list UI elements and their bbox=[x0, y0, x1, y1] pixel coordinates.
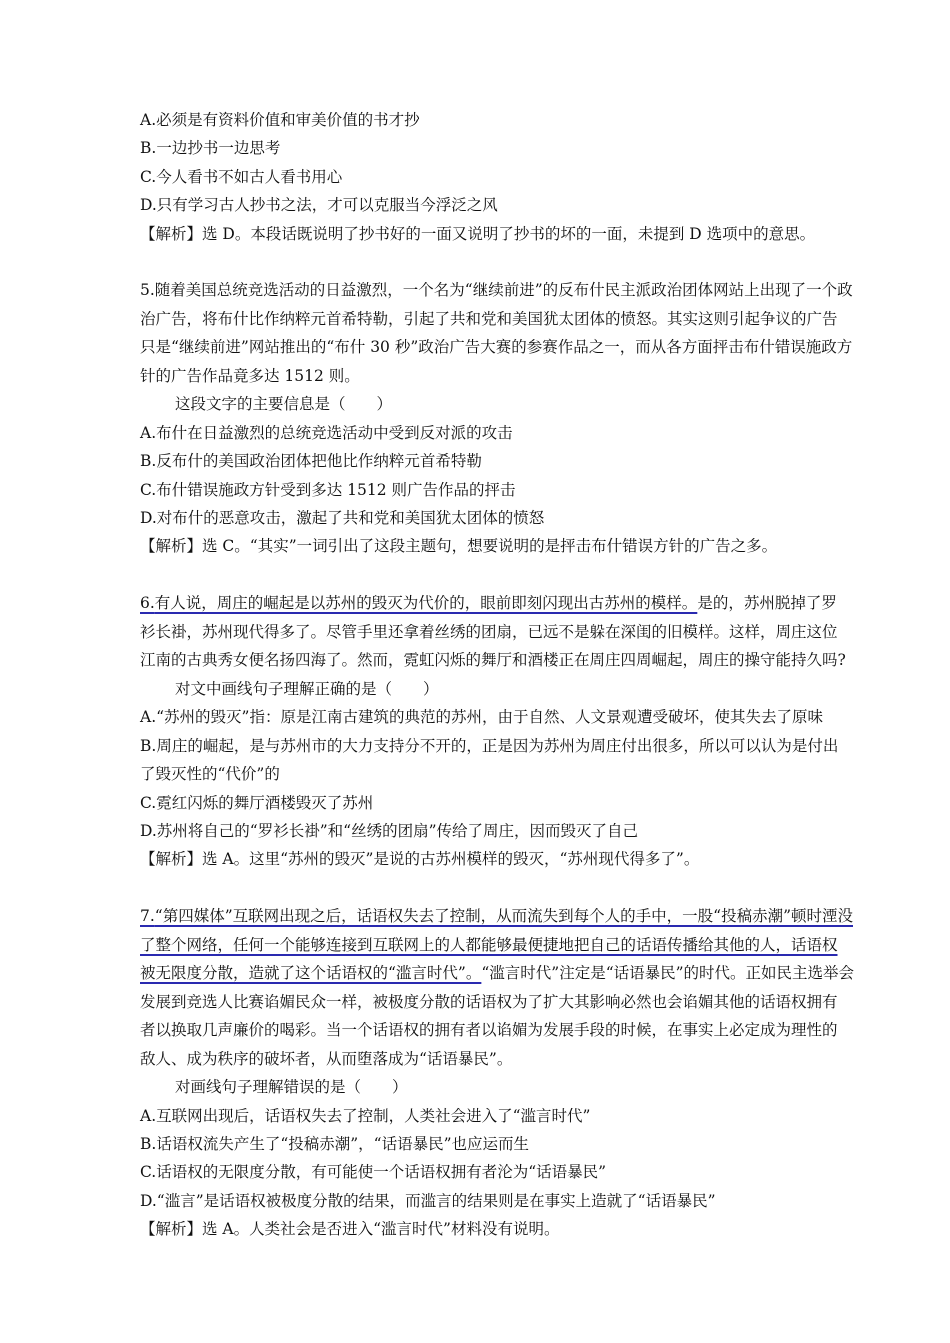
q6-passage-line-1 bbox=[140, 589, 837, 617]
q5-option-a: A.布什在日益激烈的总统竞选活动中受到反对派的攻击 bbox=[140, 424, 513, 442]
q4-option-b: B.一边抄书一边思考 bbox=[140, 139, 281, 157]
q5-option-c: C.布什错误施政方针受到多达 1512 则广告作品的抨击 bbox=[140, 481, 516, 499]
q5-option-d: D.对布什的恶意攻击，激起了共和党和美国犹太团体的愤怒 bbox=[140, 509, 545, 527]
q4-option-c: C.今人看书不如古人看书用心 bbox=[140, 168, 343, 186]
q6-line1-rest: 是的，苏州脱掉了罗 bbox=[697, 594, 837, 612]
q6-option-b: B.周庄的崛起，是与苏州市的大力支持分不开的，正是因为苏州为周庄付出很多，所以可以认为是付出 bbox=[140, 737, 839, 755]
q6-analysis: 【解析】选 A。这里“苏州的毁灭”是说的古苏州模样的毁灭，“苏州现代得多了”。 bbox=[140, 850, 700, 868]
q7-passage-line-3 bbox=[140, 959, 855, 987]
q7-option-c: C.话语权的无限度分散，有可能使一个话语权拥有者沦为“话语暴民” bbox=[140, 1163, 607, 1181]
q7-number: 7. bbox=[140, 907, 155, 925]
q7-passage-line-5: 者以换取几声廉价的喝彩。当一个话语权的拥有者以谄媚为发展手段的时候，在事实上必定成为理性的 bbox=[140, 1021, 838, 1039]
q7-passage-line-4: 发展到竞选人比赛谄媚民众一样，被极度分散的话语权为了扩大其影响必然也会谄媚其他的话语权拥有 bbox=[140, 993, 838, 1011]
q5-analysis: 【解析】选 C。“其实”一词引出了这段主题句，想要说明的是抨击布什错误方针的广告之多。 bbox=[140, 537, 778, 555]
q4-analysis: 【解析】选 D。本段话既说明了抄书好的一面又说明了抄书的坏的一面，未提到 D 选项中的意思。 bbox=[140, 225, 816, 243]
q6-question: 对文中画线句子理解正确的是（ ） bbox=[175, 680, 439, 698]
q6-underlined-sentence: 有人说，周庄的崛起是以苏州的毁灭为代价的，眼前即刻闪现出古苏州的模样。 bbox=[154, 594, 698, 612]
q7-question: 对画线句子理解错误的是（ ） bbox=[175, 1078, 408, 1096]
q7-option-b: B.话语权流失产生了“投稿赤潮”，“话语暴民”也应运而生 bbox=[140, 1135, 530, 1153]
q7-analysis: 【解析】选 A。人类社会是否进入“滥言时代”材料没有说明。 bbox=[140, 1220, 560, 1238]
q5-passage-line-3: 只是“继续前进”网站推出的“布什 30 秒”政治广告大赛的参赛作品之一，而从各方面抨击布什错误施政方 bbox=[140, 338, 853, 356]
q4-option-d: D.只有学习古人抄书之法，才可以克服当今浮泛之风 bbox=[140, 196, 498, 214]
q6-number: 6. bbox=[140, 594, 155, 612]
q7-underlined-line-2: 了整个网络，任何一个能够连接到互联网上的人都能够最便捷地把自己的话语传播给其他的人，话语权 bbox=[140, 936, 838, 954]
q7-passage-line-2 bbox=[140, 931, 838, 959]
q7-underlined-line-3: 被无限度分散，造就了这个话语权的“滥言时代”。 bbox=[140, 964, 482, 982]
q5-passage-line-2: 治广告，将布什比作纳粹元首希特勒，引起了共和党和美国犹太团体的愤怒。其实这则引起争议的广告 bbox=[140, 310, 838, 328]
q4-option-a: A.必须是有资料价值和审美价值的书才抄 bbox=[140, 111, 420, 129]
q7-line3-rest: “滥言时代”注定是“话语暴民”的时代。正如民主选举会 bbox=[481, 964, 855, 982]
q5-passage-line-4: 针的广告作品竟多达 1512 则。 bbox=[140, 367, 360, 385]
q6-option-a: A.“苏州的毁灭”指：原是江南古建筑的典范的苏州，由于自然、人文景观遭受破坏，使其失去了原味 bbox=[140, 708, 823, 726]
q6-passage-line-2: 衫长褂，苏州现代得多了。尽管手里还拿着丝绣的团扇，已远不是躲在深闺的旧模样。这样，周庄这位 bbox=[140, 623, 838, 641]
q5-passage-line-1: 5.随着美国总统竞选活动的日益激烈，一个名为“继续前进”的反布什民主派政治团体网站上出现了一个政 bbox=[140, 281, 853, 299]
q5-question: 这段文字的主要信息是（ ） bbox=[175, 395, 393, 413]
q7-passage-line-1 bbox=[140, 902, 853, 930]
q6-passage-line-3: 江南的古典秀女便名扬四海了。然而，霓虹闪烁的舞厅和酒楼正在周庄四周崛起，周庄的操守能持久吗? bbox=[140, 651, 846, 669]
q6-option-c: C.霓红闪烁的舞厅酒楼毁灭了苏州 bbox=[140, 794, 374, 812]
q6-option-d: D.苏州将自己的“罗衫长褂”和“丝绣的团扇”传给了周庄，因而毁灭了自己 bbox=[140, 822, 639, 840]
q7-option-d: D.“滥言”是话语权被极度分散的结果，而滥言的结果则是在事实上造就了“话语暴民” bbox=[140, 1192, 716, 1210]
q7-passage-line-6: 敌人、成为秩序的破坏者，从而堕落成为“话语暴民”。 bbox=[140, 1050, 513, 1068]
q6-option-b-cont: 了毁灭性的“代价”的 bbox=[140, 765, 280, 783]
q7-option-a: A.互联网出现后，话语权失去了控制，人类社会进入了“滥言时代” bbox=[140, 1107, 591, 1125]
q5-option-b: B.反布什的美国政治团体把他比作纳粹元首希特勒 bbox=[140, 452, 482, 470]
q7-underlined-line-1: “第四媒体”互联网出现之后，话语权失去了控制，从而流失到每个人的手中，一股“投稿赤潮”顿时湮没 bbox=[154, 907, 853, 925]
